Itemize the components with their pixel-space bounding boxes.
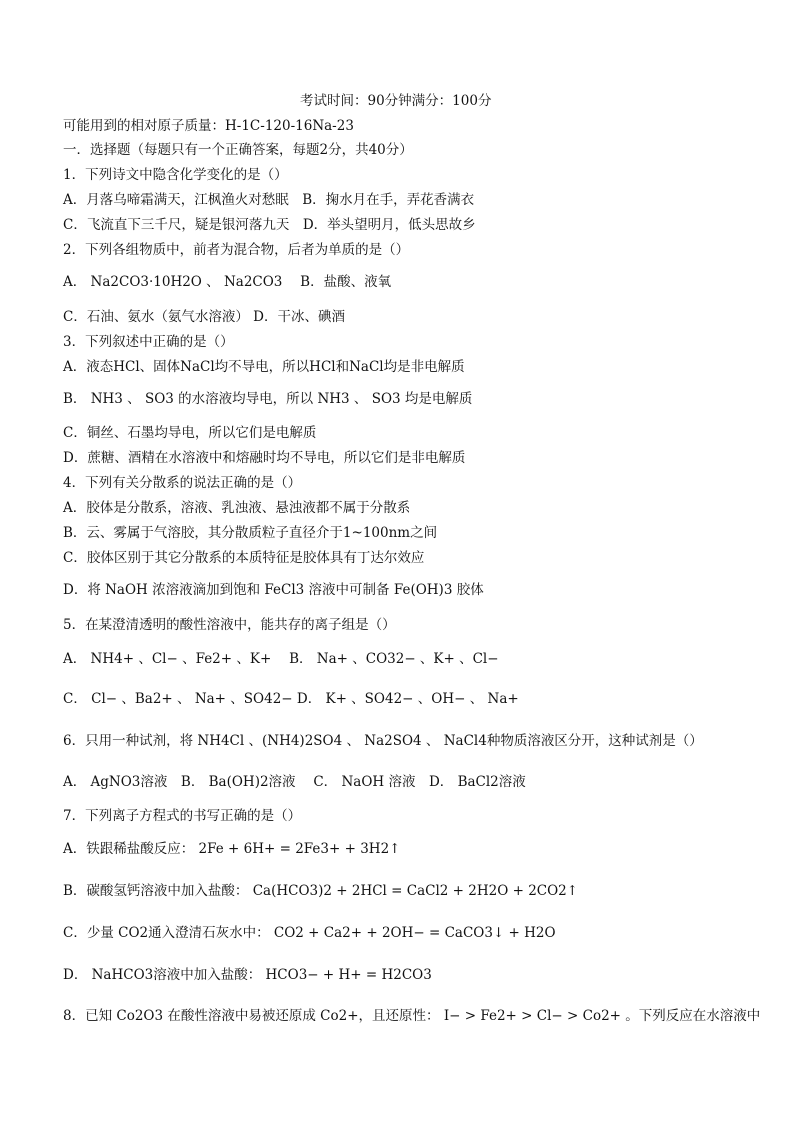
question-2-stem: 2．下列各组物质中，前者为混合物，后者为单质的是（） — [63, 242, 410, 258]
question-5-options-ab: A． NH4+ 、Cl− 、Fe2+ 、K+ B． Na+ 、CO32− 、K+ 、Cl− — [63, 651, 499, 667]
question-3-option-c: C．铜丝、石墨均导电，所以它们是电解质 — [63, 425, 317, 441]
question-3-option-b: B． NH3 、 SO3 的水溶液均导电，所以 NH3 、 SO3 均是电解质 — [63, 391, 473, 407]
question-7-option-d: D． NaHCO3溶液中加入盐酸： HCO3− + H+ = H2CO3 — [63, 967, 432, 983]
question-7-option-a: A．铁跟稀盐酸反应： 2Fe + 6H+ = 2Fe3+ + 3H2↑ — [63, 841, 401, 857]
question-3-option-d: D．蔗糖、酒精在水溶液中和熔融时均不导电，所以它们是非电解质 — [63, 450, 466, 466]
question-4-option-c: C．胶体区别于其它分散系的本质特征是胶体具有丁达尔效应 — [63, 550, 425, 566]
question-4-option-a: A．胶体是分散系，溶液、乳浊液、悬浊液都不属于分散系 — [63, 500, 411, 516]
question-7-option-c: C．少量 CO2通入澄清石灰水中： CO2 + Ca2+ + 2OH− = CaCO3↓ + H2O — [63, 925, 556, 941]
atomic-masses: 可能用到的相对原子质量：H-1C-120-16Na-23 — [63, 118, 354, 134]
question-3-stem: 3．下列叙述中正确的是（） — [63, 334, 234, 350]
question-7-option-b: B．碳酸氢钙溶液中加入盐酸： Ca(HCO3)2 + 2HCl = CaCl2 + 2H2O + 2CO2↑ — [63, 883, 579, 899]
question-6-stem: 6．只用一种试剂，将 NH4Cl 、(NH4)2SO4 、 Na2SO4 、 NaCl4种物质溶液区分开，这种试剂是（） — [63, 733, 703, 749]
question-8-stem: 8．已知 Co2O3 在酸性溶液中易被还原成 Co2+，且还原性： I− > Fe2+ > Cl− > Co2+ 。下列反应在水溶液中 — [63, 1008, 761, 1024]
question-2-options-cd: C．石油、氨水（氨气水溶液） D．干冰、碘酒 — [63, 309, 345, 325]
question-5-options-cd: C． Cl− 、Ba2+ 、 Na+ 、SO42− D． K+ 、SO42− 、OH− 、 Na+ — [63, 691, 519, 707]
question-1-options-cd: C．飞流直下三千尺，疑是银河落九天 D．举头望明月，低头思故乡 — [63, 217, 476, 233]
question-4-option-d: D．将 NaOH 浓溶液滴加到饱和 FeCl3 溶液中可制备 Fe(OH)3 胶体 — [63, 582, 484, 598]
question-2-options-ab: A． Na2CO3·10H2O 、 Na2CO3 B．盐酸、液氧 — [63, 274, 392, 290]
question-3-option-a: A．液态HCl、固体NaCl均不导电，所以HCl和NaCl均是非电解质 — [63, 359, 465, 375]
question-4-option-b: B．云、雾属于气溶胶，其分散质粒子直径介于1~100nm之间 — [63, 525, 438, 541]
question-6-options: A． AgNO3溶液 B． Ba(OH)2溶液 C． NaOH 溶液 D． BaCl2溶液 — [63, 774, 526, 790]
question-4-stem: 4．下列有关分散系的说法正确的是（） — [63, 475, 302, 491]
exam-info: 考试时间：90分钟满分：100分 — [300, 93, 492, 109]
question-5-stem: 5．在某澄清透明的酸性溶液中，能共存的离子组是（） — [63, 617, 396, 633]
question-7-stem: 7．下列离子方程式的书写正确的是（） — [63, 808, 302, 824]
question-1-stem: 1．下列诗文中隐含化学变化的是（） — [63, 167, 288, 183]
question-1-options-ab: A．月落乌啼霜满天，江枫渔火对愁眠 B．掬水月在手，弄花香满衣 — [63, 192, 475, 208]
section-title: 一．选择题（每题只有一个正确答案，每题2分，共40分） — [63, 142, 413, 158]
